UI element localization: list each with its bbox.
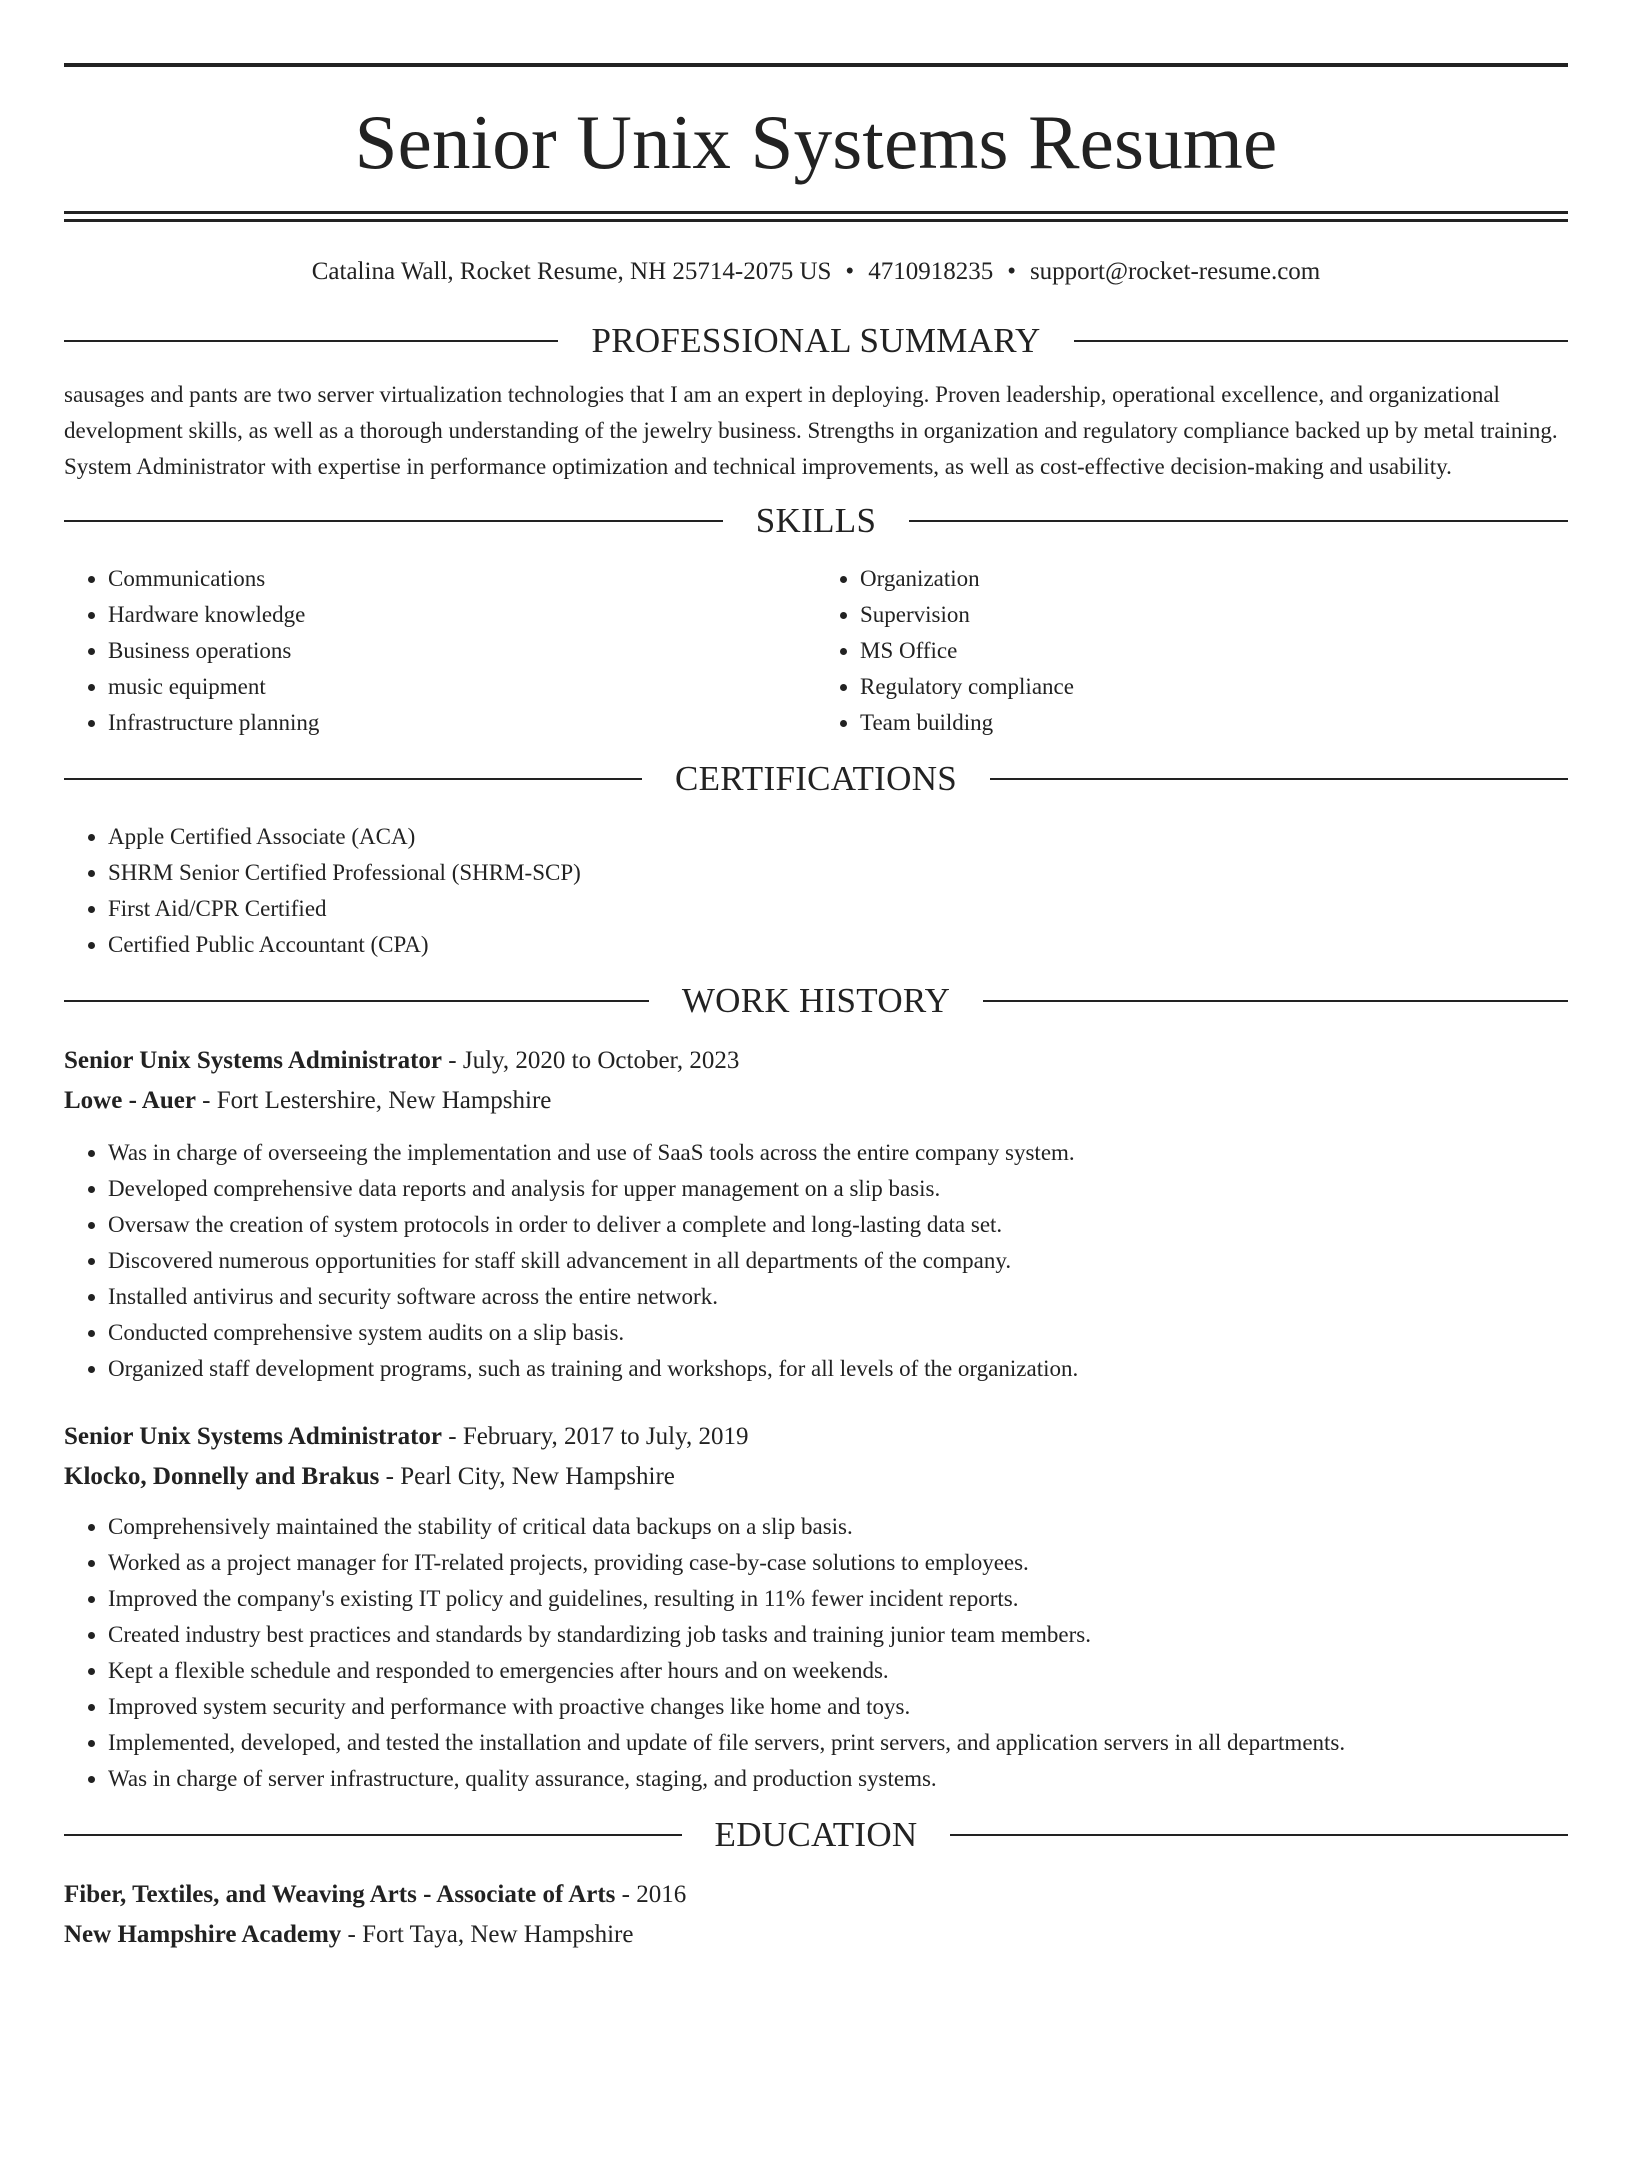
certification-item: • Certified Public Accountant (CPA) bbox=[108, 927, 1568, 963]
job-location: Fort Lestershire, New Hampshire bbox=[216, 1087, 552, 1114]
dash: - bbox=[341, 1921, 363, 1948]
heading-rule bbox=[64, 778, 642, 780]
job-company: Lowe - Auer bbox=[64, 1087, 196, 1114]
skill-item: • Business operations bbox=[108, 633, 816, 669]
job-entry bbox=[64, 1417, 1568, 1797]
skills-grid bbox=[64, 561, 1568, 741]
skills-list-left bbox=[64, 561, 816, 741]
certifications-list bbox=[64, 819, 1568, 963]
top-rule bbox=[64, 63, 1568, 67]
contact-email[interactable]: support@rocket-resume.com bbox=[1029, 258, 1321, 285]
education-heading bbox=[64, 1815, 1568, 1855]
skills-list-right bbox=[816, 561, 1568, 741]
dash: - bbox=[379, 1463, 401, 1490]
job-title: Senior Unix Systems Administrator bbox=[64, 1423, 443, 1450]
job-bullet: • Improved the company's existing IT policy and guidelines, resulting in 11% fewer incident reports. bbox=[108, 1581, 1568, 1617]
job-bullet: • Developed comprehensive data reports and analysis for upper management on a slip basis. bbox=[108, 1171, 1568, 1207]
skill-item: • Communications bbox=[108, 561, 816, 597]
certifications-heading-label: CERTIFICATIONS bbox=[674, 759, 958, 798]
skill-item: • Infrastructure planning bbox=[108, 705, 816, 741]
job-bullet: • Installed antivirus and security software across the entire network. bbox=[108, 1279, 1568, 1315]
job-dates: July, 2020 to October, 2023 bbox=[462, 1047, 740, 1074]
job-bullet: • Oversaw the creation of system protocols in order to deliver a complete and long-lasting data set. bbox=[108, 1207, 1568, 1243]
skill-item: • MS Office bbox=[860, 633, 1568, 669]
job-bullets bbox=[64, 1509, 1568, 1797]
skill-item: • Hardware knowledge bbox=[108, 597, 816, 633]
skills-heading-label: SKILLS bbox=[755, 501, 877, 540]
dash: - bbox=[615, 1881, 637, 1908]
job-title: Senior Unix Systems Administrator bbox=[64, 1047, 443, 1074]
summary-text: sausages and pants are two server virtualization technologies that I am an expert in deploying. Proven leadership, operational excellence, and organizational development skills, as well as a thorough understanding of the jewelry business. Strengths in organization and regulatory compliance backed up by metal training. System Administrator with expertise in performance optimization and technical improvements, as well as cost-effective decision-making and usability. bbox=[64, 382, 1558, 479]
dash: - bbox=[442, 1047, 463, 1074]
contact-separator: • bbox=[1007, 258, 1016, 285]
education-location: Fort Taya, New Hampshire bbox=[362, 1921, 634, 1948]
resume-page bbox=[0, 63, 1632, 2175]
resume-title: Senior Unix Systems Resume bbox=[354, 99, 1278, 185]
heading-rule bbox=[64, 340, 558, 342]
dash: - bbox=[195, 1087, 217, 1114]
skill-item: • Team building bbox=[860, 705, 1568, 741]
job-title-line bbox=[64, 1417, 1568, 1457]
job-location: Pearl City, New Hampshire bbox=[400, 1463, 675, 1490]
job-company-line bbox=[64, 1457, 1568, 1497]
skill-item: • music equipment bbox=[108, 669, 816, 705]
certification-item: • SHRM Senior Certified Professional (SHRM-SCP) bbox=[108, 855, 1568, 891]
skill-item: • Supervision bbox=[860, 597, 1568, 633]
contact-address: Catalina Wall, Rocket Resume, NH 25714-2075 US bbox=[311, 258, 832, 285]
contact-phone: 4710918235 bbox=[868, 258, 994, 285]
education-heading-label: EDUCATION bbox=[714, 1815, 918, 1854]
heading-rule bbox=[950, 1834, 1568, 1836]
job-company: Klocko, Donnelly and Brakus bbox=[64, 1463, 380, 1490]
job-bullet: • Was in charge of overseeing the implementation and use of SaaS tools across the entire company system. bbox=[108, 1135, 1568, 1171]
job-bullet: • Was in charge of server infrastructure, quality assurance, staging, and production systems. bbox=[108, 1761, 1568, 1797]
education-degree: Fiber, Textiles, and Weaving Arts - Associate of Arts bbox=[64, 1881, 616, 1908]
education-degree-line bbox=[64, 1875, 1568, 1915]
skill-item: • Regulatory compliance bbox=[860, 669, 1568, 705]
job-bullet: • Organized staff development programs, such as training and workshops, for all levels of the organization. bbox=[108, 1351, 1568, 1387]
education-school-line bbox=[64, 1915, 1568, 1955]
work-heading bbox=[64, 981, 1568, 1021]
job-company-line bbox=[64, 1081, 1568, 1121]
dash: - bbox=[442, 1423, 463, 1450]
job-bullet: • Comprehensively maintained the stability of critical data backups on a slip basis. bbox=[108, 1509, 1568, 1545]
skills-heading bbox=[64, 501, 1568, 541]
certification-item: • Apple Certified Associate (ACA) bbox=[108, 819, 1568, 855]
job-dates: February, 2017 to July, 2019 bbox=[462, 1423, 749, 1450]
job-bullet: • Worked as a project manager for IT-related projects, providing case-by-case solutions to employees. bbox=[108, 1545, 1568, 1581]
job-bullet: • Created industry best practices and standards by standardizing job tasks and training junior team members. bbox=[108, 1617, 1568, 1653]
skill-item: • Organization bbox=[860, 561, 1568, 597]
job-bullet: • Improved system security and performance with proactive changes like home and toys. bbox=[108, 1689, 1568, 1725]
certifications-heading bbox=[64, 759, 1568, 799]
heading-rule bbox=[64, 1000, 649, 1002]
work-heading-label: WORK HISTORY bbox=[681, 981, 951, 1020]
contact-line bbox=[64, 256, 1568, 288]
heading-rule bbox=[990, 778, 1568, 780]
title-double-rule bbox=[64, 211, 1568, 222]
job-bullet: • Discovered numerous opportunities for staff skill advancement in all departments of the company. bbox=[108, 1243, 1568, 1279]
contact-separator: • bbox=[845, 258, 855, 285]
summary-heading bbox=[64, 321, 1568, 361]
job-bullet: • Kept a flexible schedule and responded to emergencies after hours and on weekends. bbox=[108, 1653, 1568, 1689]
job-title-line bbox=[64, 1041, 1568, 1081]
job-bullets bbox=[64, 1135, 1568, 1387]
summary-heading-label: PROFESSIONAL SUMMARY bbox=[591, 321, 1041, 360]
job-entry bbox=[64, 1041, 1568, 1387]
job-bullet: • Implemented, developed, and tested the installation and update of file servers, print servers, and application servers in all departments. bbox=[108, 1725, 1568, 1761]
heading-rule bbox=[983, 1000, 1568, 1002]
education-year: 2016 bbox=[636, 1881, 687, 1908]
job-bullet: • Conducted comprehensive system audits on a slip basis. bbox=[108, 1315, 1568, 1351]
education-school: New Hampshire Academy bbox=[64, 1921, 342, 1948]
certification-item: • First Aid/CPR Certified bbox=[108, 891, 1568, 927]
heading-rule bbox=[64, 1834, 682, 1836]
education-entry bbox=[64, 1875, 1568, 1955]
heading-rule bbox=[909, 520, 1568, 522]
heading-rule bbox=[1074, 340, 1568, 342]
heading-rule bbox=[64, 520, 723, 522]
